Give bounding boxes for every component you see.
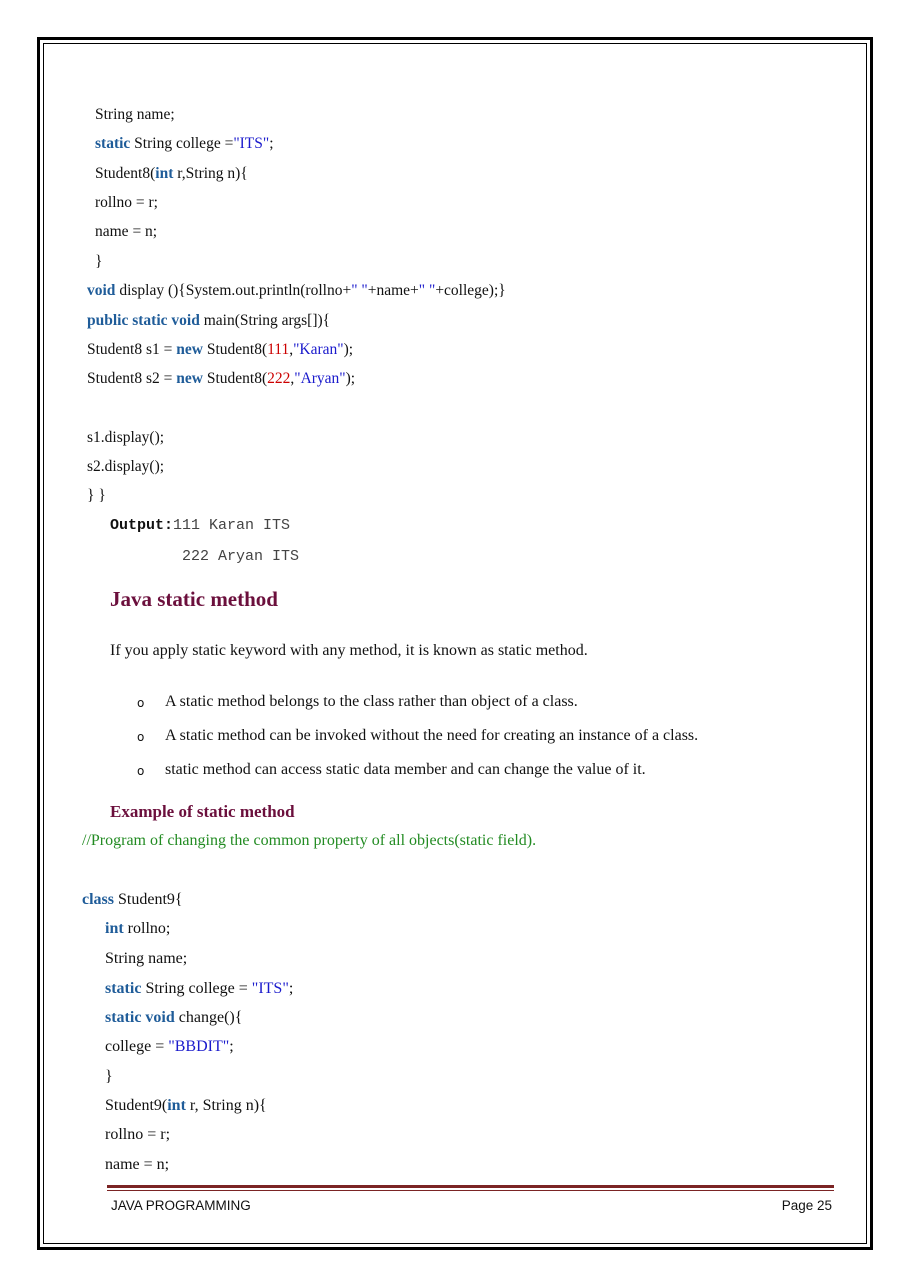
- code-line: }: [105, 1068, 113, 1085]
- code-line: static String college = "ITS";: [105, 980, 294, 997]
- code-line: }: [95, 253, 103, 270]
- code-line: college = "BBDIT";: [105, 1038, 234, 1055]
- code-comment: //Program of changing the common property of all objects(static field).: [82, 832, 537, 849]
- footer-rule: [107, 1185, 834, 1188]
- section-title: Java static method: [110, 587, 278, 611]
- code-line: name = n;: [105, 1156, 170, 1173]
- code-line: rollno = r;: [105, 1126, 171, 1143]
- example-title: Example of static method: [110, 802, 295, 821]
- page-number: Page 25: [781, 1198, 832, 1213]
- footer-rule: [107, 1190, 834, 1191]
- list-item: o static method can access static data member and can change the value of it.: [137, 761, 646, 778]
- code-line: name = n;: [95, 223, 158, 240]
- code-line: class Student9{: [82, 891, 183, 908]
- code-line: s2.display();: [87, 458, 165, 475]
- code-line: int rollno;: [105, 920, 171, 937]
- bullet-icon: o: [137, 730, 145, 744]
- bullet-icon: o: [137, 764, 145, 778]
- bullet-icon: o: [137, 696, 145, 710]
- code-line: static void change(){: [105, 1009, 243, 1026]
- list-item: o A static method can be invoked without the need for creating an instance of a class.: [137, 727, 699, 744]
- code-line: Student8(int r,String n){: [95, 165, 248, 182]
- list-item: o A static method belongs to the class rather than object of a class.: [137, 693, 578, 710]
- code-line: public static void main(String args[]){: [87, 312, 331, 329]
- code-line: Student8 s2 = new Student8(222,"Aryan");: [87, 370, 356, 387]
- code-line: Student9(int r, String n){: [105, 1097, 267, 1114]
- output-line: Output:111 Karan ITS: [110, 517, 291, 534]
- intro-paragraph: If you apply static keyword with any method, it is known as static method.: [110, 642, 588, 659]
- code-line: static String college ="ITS";: [95, 135, 274, 152]
- code-line: } }: [87, 487, 106, 504]
- footer-title: JAVA PROGRAMMING: [111, 1198, 251, 1213]
- code-line: String name;: [95, 106, 175, 123]
- code-line: rollno = r;: [95, 194, 158, 211]
- output-line: 222 Aryan ITS: [182, 548, 300, 565]
- code-line: String name;: [105, 950, 188, 967]
- code-line: void display (){System.out.println(rollno+" "+name+" "+college);}: [87, 282, 506, 299]
- code-line: Student8 s1 = new Student8(111,"Karan");: [87, 341, 354, 358]
- code-line: s1.display();: [87, 429, 165, 446]
